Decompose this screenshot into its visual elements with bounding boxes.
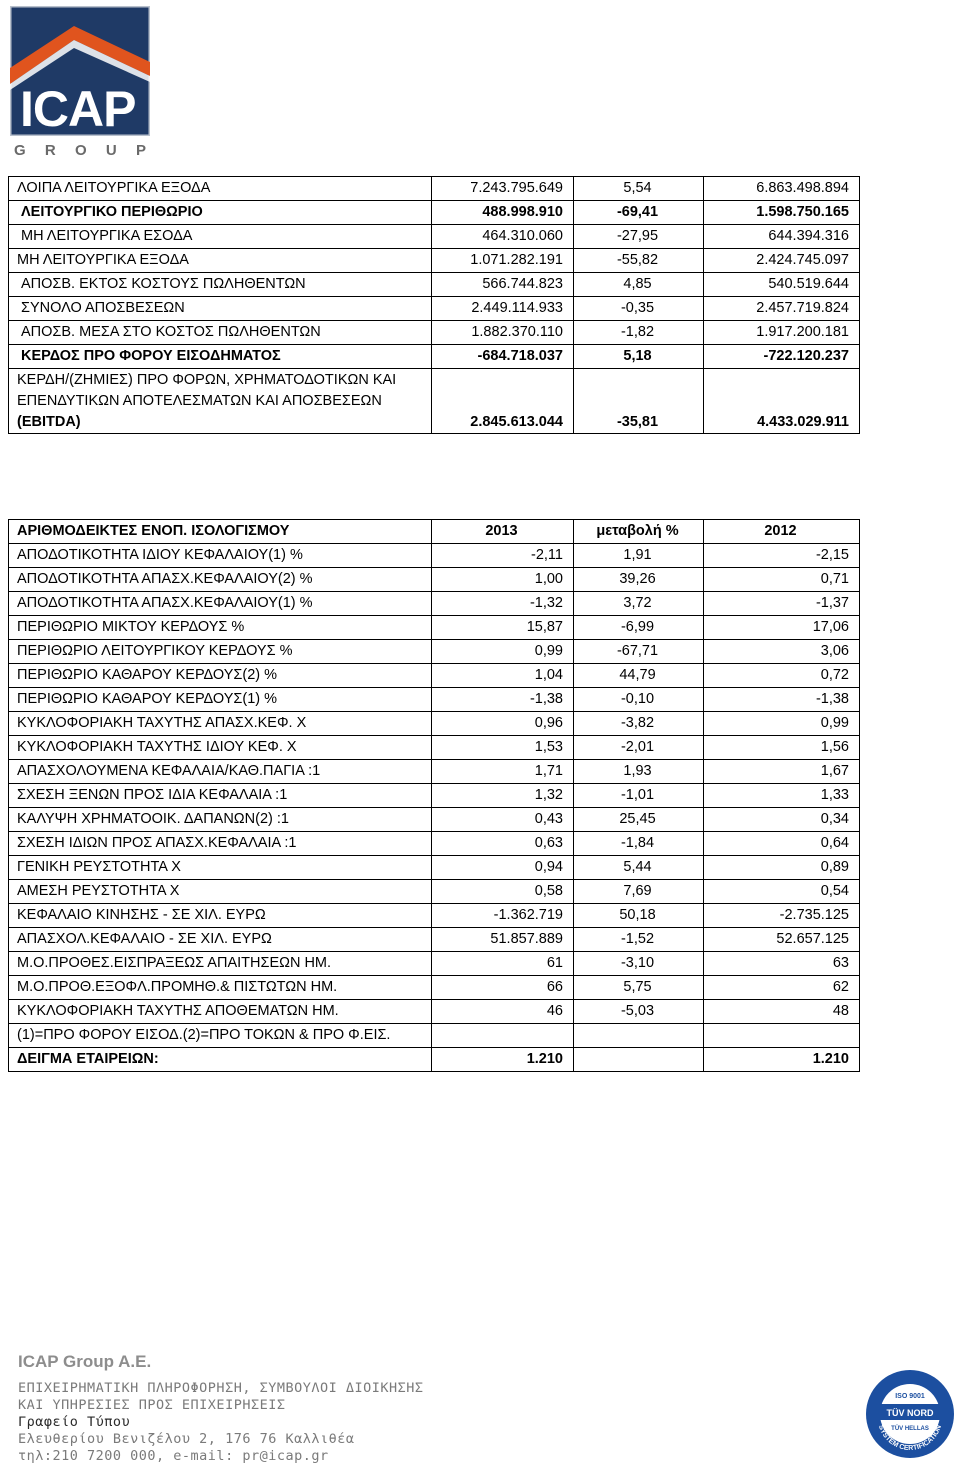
logo-group-letter: U: [105, 142, 117, 159]
footer: [18, 1352, 424, 1465]
table-row: [9, 712, 860, 736]
logo-group-letter: G: [14, 142, 26, 159]
value-2012: 0,99: [704, 712, 860, 736]
change-percent: 3,72: [574, 592, 704, 616]
table-row: [9, 880, 860, 904]
footer-line: ΚΑΙ ΥΠΗΡΕΣΙΕΣ ΠΡΟΣ ΕΠΙΧΕΙΡΗΣΕΙΣ: [18, 1397, 286, 1413]
row-label: ΣΥΝΟΛΟ ΑΠΟΣΒΕΣΕΩΝ: [9, 297, 432, 321]
footer-line: ΕΠΙΧΕΙΡΗΜΑΤΙΚΗ ΠΛΗΡΟΦΟΡΗΣΗ, ΣΥΜΒΟΥΛΟΙ ΔΙΟΙΚΗΣΗΣ: [18, 1380, 424, 1396]
change-percent: 1,93: [574, 760, 704, 784]
value-2012: 0,71: [704, 568, 860, 592]
table-row: [9, 784, 860, 808]
value-2012: 540.519.644: [704, 273, 860, 297]
value-2013: 7.243.795.649: [432, 177, 574, 201]
change-percent: 5,18: [574, 345, 704, 369]
icap-logo: [10, 6, 150, 158]
ratios-table-header: [9, 520, 860, 544]
value-2013: 0,94: [432, 856, 574, 880]
row-label: ΛΟΙΠΑ ΛΕΙΤΟΥΡΓΙΚΑ ΕΞΟΔΑ: [9, 177, 432, 201]
value-2013: 488.998.910: [432, 201, 574, 225]
row-label: ΠΕΡΙΘΩΡΙΟ ΜΙΚΤΟΥ ΚΕΡΔΟΥΣ %: [9, 616, 432, 640]
table-row: [9, 976, 860, 1000]
value-2013: -684.718.037: [432, 345, 574, 369]
value-2012: 63: [704, 952, 860, 976]
change-percent: -1,82: [574, 321, 704, 345]
value-2012: -722.120.237: [704, 345, 860, 369]
value-2012: 52.657.125: [704, 928, 860, 952]
header-2013: 2013: [432, 520, 574, 544]
sample-size-row: [9, 1048, 860, 1072]
value-2013: -1,38: [432, 688, 574, 712]
change-percent: -1,01: [574, 784, 704, 808]
table-row: [9, 201, 860, 225]
header-change: μεταβολή %: [574, 520, 704, 544]
value-2012: -1,38: [704, 688, 860, 712]
row-label: ΣΧΕΣΗ ΙΔΙΩΝ ΠΡΟΣ ΑΠΑΣΧ.ΚΕΦΑΛΑΙΑ :1: [9, 832, 432, 856]
change-percent: 5,54: [574, 177, 704, 201]
seal-iso-text: ISO 9001: [895, 1393, 925, 1400]
value-2013: 61: [432, 952, 574, 976]
row-label: Μ.Ο.ΠΡΟΘ.ΕΞΟΦΛ.ΠΡΟΜΗΘ.& ΠΙΣΤΩΤΩΝ ΗΜ.: [9, 976, 432, 1000]
ebitda-label-line: ΕΠΕΝΔΥΤΙΚΩΝ ΑΠΟΤΕΛΕΣΜΑΤΩΝ ΚΑΙ ΑΠΟΣΒΕΣΕΩΝ: [17, 393, 382, 409]
value-2012: 2.457.719.824: [704, 297, 860, 321]
change-percent: 39,26: [574, 568, 704, 592]
row-label: ΠΕΡΙΘΩΡΙΟ ΛΕΙΤΟΥΡΓΙΚΟΥ ΚΕΡΔΟΥΣ %: [9, 640, 432, 664]
value-2013: 1.071.282.191: [432, 249, 574, 273]
seal-brand-text: TÜV NORD: [886, 1408, 934, 1418]
value-2013: -2,11: [432, 544, 574, 568]
table-row: [9, 273, 860, 297]
value-2012: -1,37: [704, 592, 860, 616]
value-2013: 1.882.370.110: [432, 321, 574, 345]
table-row: [9, 616, 860, 640]
change-percent: -0,10: [574, 688, 704, 712]
row-label: ΑΠΟΣΒ. ΜΕΣΑ ΣΤΟ ΚΟΣΤΟΣ ΠΩΛΗΘΕΝΤΩΝ: [9, 321, 432, 345]
table-row: [9, 928, 860, 952]
change-percent: -67,71: [574, 640, 704, 664]
row-label: ΑΠΟΔΟΤΙΚΟΤΗΤΑ ΑΠΑΣΧ.ΚΕΦΑΛΑΙΟΥ(1) %: [9, 592, 432, 616]
change-percent: -3,82: [574, 712, 704, 736]
change-percent: 1,91: [574, 544, 704, 568]
empty-cell: [574, 1048, 704, 1072]
row-label: ΚΑΛΥΨΗ ΧΡΗΜΑΤΟΟΙΚ. ΔΑΠΑΝΩΝ(2) :1: [9, 808, 432, 832]
logo-box: [10, 6, 150, 136]
footer-press-office: Γραφείο Τύπου: [18, 1414, 131, 1430]
empty-cell: [704, 1024, 860, 1048]
value-2012: 1,67: [704, 760, 860, 784]
change-percent: -3,10: [574, 952, 704, 976]
row-label: ΜΗ ΛΕΙΤΟΥΡΓΙΚΑ ΕΞΟΔΑ: [9, 249, 432, 273]
ebitda-value-2012: 4.433.029.911: [704, 369, 860, 434]
table-row: [9, 664, 860, 688]
value-2013: 2.449.114.933: [432, 297, 574, 321]
table-row: [9, 832, 860, 856]
value-2012: 644.394.316: [704, 225, 860, 249]
value-2012: -2.735.125: [704, 904, 860, 928]
row-label: ΠΕΡΙΘΩΡΙΟ ΚΑΘΑΡΟΥ ΚΕΡΔΟΥΣ(1) %: [9, 688, 432, 712]
table-note: (1)=ΠΡΟ ΦΟΡΟΥ ΕΙΣΟΔ.(2)=ΠΡΟ ΤΟΚΩΝ & ΠΡΟ Φ.ΕΙΣ.: [9, 1024, 432, 1048]
income-table-body: [9, 177, 860, 434]
table-row: [9, 1000, 860, 1024]
value-2012: 0,34: [704, 808, 860, 832]
change-percent: 7,69: [574, 880, 704, 904]
change-percent: 5,75: [574, 976, 704, 1000]
value-2012: 1,33: [704, 784, 860, 808]
seal-sub-text: TÜV HELLAS: [891, 1426, 929, 1432]
change-percent: -55,82: [574, 249, 704, 273]
table-row: [9, 345, 860, 369]
table-row: [9, 297, 860, 321]
table-row: [9, 736, 860, 760]
row-label: ΜΗ ΛΕΙΤΟΥΡΓΙΚΑ ΕΣΟΔΑ: [9, 225, 432, 249]
value-2013: 1,71: [432, 760, 574, 784]
table-note-row: [9, 1024, 860, 1048]
sample-size-2013: 1.210: [432, 1048, 574, 1072]
table-row: [9, 177, 860, 201]
row-label: ΑΜΕΣΗ ΡΕΥΣΤΟΤΗΤΑ Χ: [9, 880, 432, 904]
value-2013: 15,87: [432, 616, 574, 640]
change-percent: 44,79: [574, 664, 704, 688]
footer-address: Ελευθερίου Βενιζέλου 2, 176 76 Καλλιθέα: [18, 1431, 355, 1447]
value-2012: 3,06: [704, 640, 860, 664]
empty-cell: [432, 1024, 574, 1048]
row-label: ΚΕΦΑΛΑΙΟ ΚΙΝΗΣΗΣ - ΣΕ ΧΙΛ. ΕΥΡΩ: [9, 904, 432, 928]
ebitda-value-2013: 2.845.613.044: [432, 369, 574, 434]
value-2012: -2,15: [704, 544, 860, 568]
value-2012: 17,06: [704, 616, 860, 640]
change-percent: -6,99: [574, 616, 704, 640]
value-2013: 0,96: [432, 712, 574, 736]
table-row: [9, 321, 860, 345]
row-label: ΠΕΡΙΘΩΡΙΟ ΚΑΘΑΡΟΥ ΚΕΡΔΟΥΣ(2) %: [9, 664, 432, 688]
change-percent: 5,44: [574, 856, 704, 880]
sample-size-label: ΔΕΙΓΜΑ ΕΤΑΙΡΕΙΩΝ:: [9, 1048, 432, 1072]
value-2012: 62: [704, 976, 860, 1000]
value-2012: 1,56: [704, 736, 860, 760]
change-percent: -1,52: [574, 928, 704, 952]
row-label: ΑΠΟΣΒ. ΕΚΤΟΣ ΚΟΣΤΟΥΣ ΠΩΛΗΘΕΝΤΩΝ: [9, 273, 432, 297]
value-2013: 0,43: [432, 808, 574, 832]
table-row: [9, 760, 860, 784]
change-percent: 50,18: [574, 904, 704, 928]
table-row: [9, 856, 860, 880]
value-2012: 1.598.750.165: [704, 201, 860, 225]
header-2012: 2012: [704, 520, 860, 544]
header-label: ΑΡΙΘΜΟΔΕΙΚΤΕΣ ΕΝΟΠ. ΙΣΟΛΟΓΙΣΜΟΥ: [9, 520, 432, 544]
row-label: ΚΥΚΛΟΦΟΡΙΑΚΗ ΤΑΧΥΤΗΣ ΙΔΙΟΥ ΚΕΦ. Χ: [9, 736, 432, 760]
change-percent: 25,45: [574, 808, 704, 832]
ratios-table-body: [9, 544, 860, 1072]
seal-ring-textpath: SYSTEM CERTIFICATION: [877, 1424, 943, 1453]
table-row: [9, 568, 860, 592]
logo-group-letter: R: [44, 142, 56, 159]
value-2013: 51.857.889: [432, 928, 574, 952]
value-2012: 0,54: [704, 880, 860, 904]
ratios-table: [8, 519, 860, 1072]
income-table: [8, 176, 860, 434]
row-label: ΑΠΟΔΟΤΙΚΟΤΗΤΑ ΑΠΑΣΧ.ΚΕΦΑΛΑΙΟΥ(2) %: [9, 568, 432, 592]
change-percent: -0,35: [574, 297, 704, 321]
change-percent: -27,95: [574, 225, 704, 249]
value-2012: 48: [704, 1000, 860, 1024]
change-percent: -5,03: [574, 1000, 704, 1024]
logo-group-text: [14, 142, 146, 159]
table-row: [9, 688, 860, 712]
value-2012: 1.917.200.181: [704, 321, 860, 345]
ebitda-label: [9, 369, 432, 434]
table-row: [9, 225, 860, 249]
value-2013: 46: [432, 1000, 574, 1024]
row-label: ΑΠΟΔΟΤΙΚΟΤΗΤΑ ΙΔΙΟΥ ΚΕΦΑΛΑΙΟΥ(1) %: [9, 544, 432, 568]
row-label: ΣΧΕΣΗ ΞΕΝΩΝ ΠΡΟΣ ΙΔΙΑ ΚΕΦΑΛΑΙΑ :1: [9, 784, 432, 808]
change-percent: 4,85: [574, 273, 704, 297]
ebitda-label-line: ΚΕΡΔΗ/(ΖΗΜΙΕΣ) ΠΡΟ ΦΟΡΩΝ, ΧΡΗΜΑΤΟΔΟΤΙΚΩΝ ΚΑΙ: [17, 372, 397, 388]
value-2013: 1,53: [432, 736, 574, 760]
change-percent: -2,01: [574, 736, 704, 760]
value-2013: 0,63: [432, 832, 574, 856]
value-2013: 0,58: [432, 880, 574, 904]
ebitda-label-line: (EBITDA): [17, 414, 81, 430]
logo-group-letter: O: [74, 142, 87, 159]
value-2013: 66: [432, 976, 574, 1000]
value-2013: -1,32: [432, 592, 574, 616]
value-2013: 0,99: [432, 640, 574, 664]
sample-size-2012: 1.210: [704, 1048, 860, 1072]
logo-group-letter: P: [135, 142, 146, 159]
row-label: Μ.Ο.ΠΡΟΘΕΣ.ΕΙΣΠΡΑΞΕΩΣ ΑΠΑΙΤΗΣΕΩΝ ΗΜ.: [9, 952, 432, 976]
table-row: [9, 952, 860, 976]
empty-cell: [574, 1024, 704, 1048]
row-label: ΑΠΑΣΧΟΛ.ΚΕΦΑΛΑΙΟ - ΣΕ ΧΙΛ. ΕΥΡΩ: [9, 928, 432, 952]
table-header-row: [9, 520, 860, 544]
footer-company: ICAP Group A.E.: [18, 1352, 152, 1371]
value-2012: 6.863.498.894: [704, 177, 860, 201]
row-label: ΚΕΡΔΟΣ ΠΡΟ ΦΟΡΟΥ ΕΙΣΟΔΗΜΑΤΟΣ: [9, 345, 432, 369]
value-2013: 1,04: [432, 664, 574, 688]
value-2013: 566.744.823: [432, 273, 574, 297]
value-2012: 2.424.745.097: [704, 249, 860, 273]
row-label: ΚΥΚΛΟΦΟΡΙΑΚΗ ΤΑΧΥΤΗΣ ΑΠΟΘΕΜΑΤΩΝ ΗΜ.: [9, 1000, 432, 1024]
table-row-ebitda: [9, 369, 860, 434]
table-row: [9, 808, 860, 832]
ebitda-change-percent: -35,81: [574, 369, 704, 434]
footer-contact: τηλ:210 7200 000, e-mail: pr@icap.gr: [18, 1448, 329, 1464]
value-2013: 1,00: [432, 568, 574, 592]
change-percent: -1,84: [574, 832, 704, 856]
value-2013: 464.310.060: [432, 225, 574, 249]
value-2012: 0,72: [704, 664, 860, 688]
change-percent: -69,41: [574, 201, 704, 225]
table-row: [9, 249, 860, 273]
row-label: ΑΠΑΣΧΟΛΟΥΜΕΝΑ ΚΕΦΑΛΑΙΑ/ΚΑΘ.ΠΑΓΙΑ :1: [9, 760, 432, 784]
certification-seal-icon: [864, 1368, 956, 1460]
logo-word: ICAP: [20, 81, 136, 136]
row-label: ΛΕΙΤΟΥΡΓΙΚΟ ΠΕΡΙΘΩΡΙΟ: [9, 201, 432, 225]
value-2013: 1,32: [432, 784, 574, 808]
row-label: ΓΕΝΙΚΗ ΡΕΥΣΤΟΤΗΤΑ Χ: [9, 856, 432, 880]
table-row: [9, 544, 860, 568]
table-row: [9, 904, 860, 928]
value-2013: -1.362.719: [432, 904, 574, 928]
row-label: ΚΥΚΛΟΦΟΡΙΑΚΗ ΤΑΧΥΤΗΣ ΑΠΑΣΧ.ΚΕΦ. Χ: [9, 712, 432, 736]
value-2012: 0,64: [704, 832, 860, 856]
table-row: [9, 592, 860, 616]
table-row: [9, 640, 860, 664]
seal-graphic: [864, 1368, 956, 1460]
value-2012: 0,89: [704, 856, 860, 880]
